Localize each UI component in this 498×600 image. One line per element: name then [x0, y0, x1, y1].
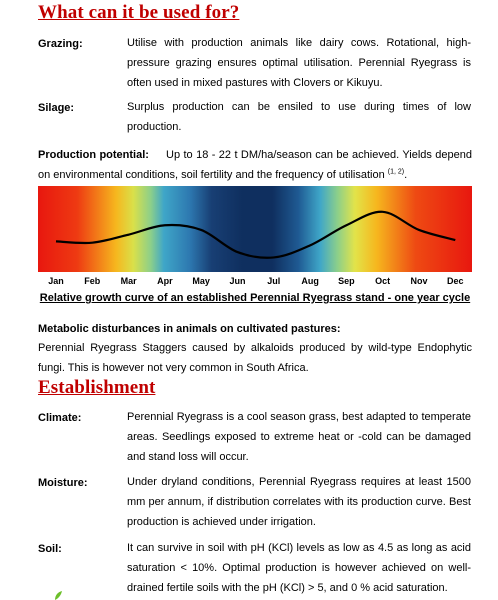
- month-tick-label: Jan: [48, 276, 64, 286]
- month-tick-label: Apr: [157, 276, 173, 286]
- production-label: Production potential:: [38, 149, 149, 161]
- growth-chart: [38, 186, 472, 272]
- grazing-label: Grazing:: [38, 38, 83, 50]
- month-tick-label: Jul: [267, 276, 281, 286]
- grazing-text: Utilise with production animals like dairy cows. Rotational, high-pressure grazing ensures optimal utilisation. Perennial Ryegrass is often used in mixed pastures with Clovers or Kikuyu.: [127, 37, 471, 89]
- production-end: .: [404, 169, 408, 181]
- month-tick-label: Aug: [301, 276, 319, 286]
- month-tick-label: Dec: [447, 276, 464, 286]
- moisture-label: Moisture:: [38, 477, 88, 489]
- month-tick-label: Sep: [338, 276, 355, 286]
- month-tick-label: Jun: [229, 276, 246, 286]
- chart-caption: Relative growth curve of an established Perennial Ryegrass stand - one year cycle: [39, 292, 471, 304]
- section-heading-establishment: Establishment: [38, 377, 156, 398]
- climate-label: Climate:: [38, 412, 82, 424]
- soil-label: Soil:: [38, 543, 62, 555]
- silage-label: Silage:: [38, 102, 75, 114]
- month-tick-label: May: [192, 276, 210, 286]
- soil-text: It can survive in soil with pH (KCl) levels as low as 4.5 as long as acid saturation < 10%. Optimal production is however achieved on well-drained fertile soils with the pH (KCl) > 5, and 0 % acid saturation.: [127, 542, 471, 594]
- metabolic-text: Perennial Ryegrass Staggers caused by alkaloids produced by wild-type Endophytic fungi. This is however not very common in South Africa.: [38, 342, 472, 374]
- climate-text: Perennial Ryegrass is a cool season grass, best adapted to temperate areas. Seedlings exposed to extreme heat or -cold can be damaged and stand loss will occur.: [127, 411, 471, 463]
- month-tick-label: Mar: [120, 276, 137, 286]
- month-tick-label: Feb: [84, 276, 101, 286]
- leaf-icon: [53, 590, 63, 600]
- metabolic-title: Metabolic disturbances in animals on cultivated pastures:: [38, 323, 341, 335]
- section-heading-uses: What can it be used for?: [38, 2, 240, 23]
- moisture-text: Under dryland conditions, Perennial Ryegrass requires at least 1500 mm per annum, if distribution correlates with its production curve. Best production is achieved under irrigation.: [127, 476, 471, 528]
- production-paragraph: [38, 145, 472, 185]
- month-tick-label: Nov: [410, 276, 428, 286]
- production-reference: (1, 2): [387, 168, 405, 176]
- chart-background: [38, 186, 472, 272]
- month-tick-label: Oct: [375, 276, 391, 286]
- production-text: Up to 18 - 22 t DM/ha/season can be achieved. Yields depend on environmental conditions, soil fertility and the frequency of utilisation: [38, 149, 473, 181]
- silage-text: Surplus production can be ensiled to use during times of low production.: [127, 101, 471, 133]
